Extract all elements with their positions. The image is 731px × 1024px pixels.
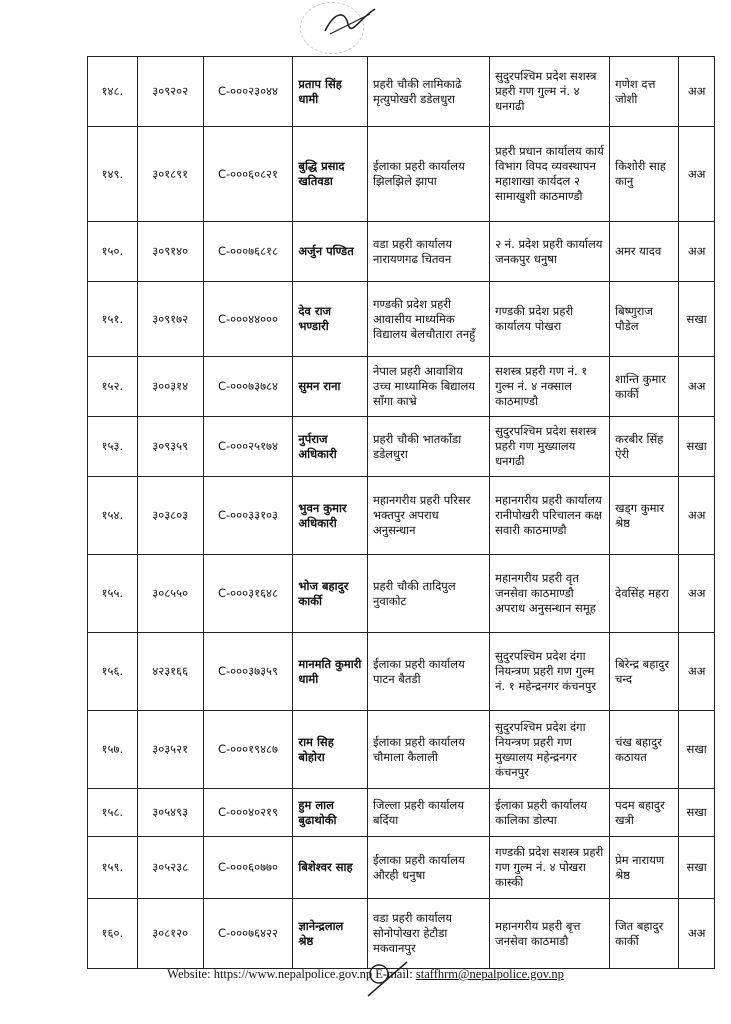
employee-number-cell: ३०९३५९ [137,417,203,477]
serial-number-cell: १५५. [88,555,138,633]
rank-cell: अअ [679,57,715,127]
current-office-cell: प्रहरी चौकी तादिपुल नुवाकोट [367,555,489,633]
employee-number-cell: ३०८१२० [137,899,203,969]
current-office-cell: ईलाका प्रहरी कार्यालय औरही धनुषा [367,837,489,899]
table-row [88,711,715,789]
code-cell: C-०००६०७७० [203,837,293,899]
name-cell: प्रताप सिंह धामी [293,57,368,127]
replacement-cell: शान्ति कुमार कार्की [610,357,679,417]
employee-number-cell: ३०५४९३ [137,789,203,837]
code-cell: C-०००७६४२२ [203,899,293,969]
code-cell: C-०००३३१०३ [203,477,293,555]
rank-cell: अअ [679,357,715,417]
code-cell: C-०००२५१७४ [203,417,293,477]
current-office-cell: नेपाल प्रहरी आवाशिय उच्च माध्यामिक बिद्यालय साँगा काभ्रे [367,357,489,417]
current-office-cell: प्रहरी चौकी भातकाँडा डडेलधुरा [367,417,489,477]
table-row [88,127,715,222]
new-office-cell: २ नं. प्रदेश प्रहरी कार्यालय जनकपुर धनुषा [490,222,610,282]
replacement-cell: गणेश दत्त जोशी [610,57,679,127]
table-row [88,477,715,555]
code-cell: C-०००१९४८७ [203,711,293,789]
rank-cell: अअ [679,555,715,633]
serial-number-cell: १५०. [88,222,138,282]
replacement-cell: बिरेन्द्र बहादुर चन्द [610,633,679,711]
employee-number-cell: ३००३१४ [137,357,203,417]
table-row [88,555,715,633]
employee-number-cell: ३०३५२१ [137,711,203,789]
table-row [88,57,715,127]
name-cell: मानमति कुमारी धामी [293,633,368,711]
name-cell: नुर्पराज अधिकारी [293,417,368,477]
table-row [88,357,715,417]
rank-cell: अअ [679,477,715,555]
rank-cell: अअ [679,899,715,969]
employee-number-cell: ३०१८९१ [137,127,203,222]
employee-number-cell: ३०९१७२ [137,282,203,357]
code-cell: C-०००३७३५९ [203,633,293,711]
new-office-cell: ईलाका प्रहरी कार्यालय कालिका डोल्पा [490,789,610,837]
replacement-cell: किशोरी साह कानु [610,127,679,222]
replacement-cell: अमर यादव [610,222,679,282]
rank-cell: अअ [679,633,715,711]
serial-number-cell: १५९. [88,837,138,899]
current-office-cell: महानगरीय प्रहरी परिसर भक्तपुर अपराध अनुसन्धान [367,477,489,555]
new-office-cell: सुदुरपश्चिम प्रदेश सशस्त्र प्रहरी गण मुख्यालय धनगढी [490,417,610,477]
rank-cell: सखा [679,789,715,837]
new-office-cell: गण्डकी प्रदेश सशस्त्र प्रहरी गण गुल्म नं. ४ पोखरा कास्की [490,837,610,899]
current-office-cell: वडा प्रहरी कार्यालय नारायणगढ चितवन [367,222,489,282]
signature-mark [320,6,380,36]
name-cell: भुवन कुमार अधिकारी [293,477,368,555]
table-row [88,789,715,837]
employee-number-cell: ३०५२३८ [137,837,203,899]
replacement-cell: देवसिंह महरा [610,555,679,633]
current-office-cell: गण्डकी प्रदेश प्रहरी आवासीय माध्यमिक विद्यालय बेलचौतारा तनहुँ [367,282,489,357]
email-label: E-mail: [375,967,413,981]
current-office-cell: जिल्ला प्रहरी कार्यालय बर्दिया [367,789,489,837]
current-office-cell: प्रहरी चौकी लामिकाढे मृत्युपोखरी डडेलधुरा [367,57,489,127]
employee-number-cell: ४२३१६६ [137,633,203,711]
name-cell: बिशेश्वर साह [293,837,368,899]
new-office-cell: महानगरीय प्रहरी वृत जनसेवा काठमाण्डौ अपराध अनुसन्धान समूह [490,555,610,633]
serial-number-cell: १५२. [88,357,138,417]
code-cell: C-०००७६८१८ [203,222,293,282]
table-row [88,222,715,282]
rank-cell: सखा [679,711,715,789]
serial-number-cell: १६०. [88,899,138,969]
new-office-cell: सुदुरपश्चिम प्रदेश सशस्त्र प्रहरी गण गुल्म नं. ४ धनगढी [490,57,610,127]
new-office-cell: सशस्त्र प्रहरी गण नं. १ गुल्म नं. ४ नक्साल काठमाण्डौ [490,357,610,417]
transfer-table [87,56,715,969]
code-cell: C-०००४०२१९ [203,789,293,837]
code-cell: C-०००३१६४८ [203,555,293,633]
code-cell: C-०००४४००० [203,282,293,357]
serial-number-cell: १५३. [88,417,138,477]
rank-cell: सखा [679,282,715,357]
replacement-cell: चंख बहादुर कठायत [610,711,679,789]
name-cell: अर्जुन पण्डित [293,222,368,282]
replacement-cell: बिष्णुराज पौडेल [610,282,679,357]
name-cell: ज्ञानेन्द्रलाल श्रेष्ठ [293,899,368,969]
name-cell: राम सिह बोहोरा [293,711,368,789]
page-footer [0,967,731,982]
new-office-cell: गण्डकी प्रदेश प्रहरी कार्यालय पोखरा [490,282,610,357]
code-cell: C-०००७३७८४ [203,357,293,417]
name-cell: हुम लाल बुढाथोकी [293,789,368,837]
rank-cell: सखा [679,837,715,899]
email-link[interactable]: staffhrm@nepalpolice.gov.np [415,967,564,981]
table-row [88,417,715,477]
employee-number-cell: ३०९१४० [137,222,203,282]
new-office-cell: महानगरीय प्रहरी कार्यालय रानीपोखरी परिचालन कक्ष सवारी काठमाण्डौ [490,477,610,555]
name-cell: देव राज भण्डारी [293,282,368,357]
table-row [88,633,715,711]
serial-number-cell: १४९. [88,127,138,222]
code-cell: C-०००६०८२१ [203,127,293,222]
rank-cell: अअ [679,222,715,282]
serial-number-cell: १५७. [88,711,138,789]
replacement-cell: करबीर सिंह ऐरी [610,417,679,477]
name-cell: सुमन राना [293,357,368,417]
rank-cell: अअ [679,127,715,222]
serial-number-cell: १५१. [88,282,138,357]
new-office-cell: महानगरीय प्रहरी बृत्त जनसेवा काठमाडौ [490,899,610,969]
replacement-cell: प्रेम नारायण श्रेष्ठ [610,837,679,899]
serial-number-cell: १५६. [88,633,138,711]
table-row [88,837,715,899]
code-cell: C-०००२३०४४ [203,57,293,127]
replacement-cell: पदम बहादुर खत्री [610,789,679,837]
replacement-cell: जित बहादुर कार्की [610,899,679,969]
new-office-cell: सुदुरपश्चिम प्रदेश दंगा नियन्त्रण प्रहरी गण गुल्म नं. १ महेन्द्रनगर कंचनपुर [490,633,610,711]
name-cell: बुद्धि प्रसाद खतिवडा [293,127,368,222]
name-cell: भोज बहादुर कार्की [293,555,368,633]
current-office-cell: ईलाका प्रहरी कार्यालय पाटन बैतडी [367,633,489,711]
serial-number-cell: १५८. [88,789,138,837]
replacement-cell: खड्ग कुमार श्रेष्ठ [610,477,679,555]
serial-number-cell: १४८. [88,57,138,127]
rank-cell: सखा [679,417,715,477]
current-office-cell: ईलाका प्रहरी कार्यालय चौमाला कैलाली [367,711,489,789]
employee-number-cell: ३०३८०३ [137,477,203,555]
serial-number-cell: १५४. [88,477,138,555]
current-office-cell: वडा प्रहरी कार्यालय सोनोपोखरा हेटौडा मकवानपुर [367,899,489,969]
new-office-cell: प्रहरी प्रधान कार्यालय कार्य विभाग विपद व्यवस्थापन महाशाखा कार्यदल २ सामाखुशी काठमाण्डौ [490,127,610,222]
website-text: Website: https://www.nepalpolice.gov.np [167,967,373,981]
new-office-cell: सुदुरपश्चिम प्रदेश दंगा नियन्त्रण प्रहरी गण मुख्यालय महेन्द्रनगर कंचनपुर [490,711,610,789]
employee-number-cell: ३०८५५० [137,555,203,633]
employee-number-cell: ३०९२०२ [137,57,203,127]
table-row [88,282,715,357]
current-office-cell: ईलाका प्रहरी कार्यालय झिलझिले झापा [367,127,489,222]
